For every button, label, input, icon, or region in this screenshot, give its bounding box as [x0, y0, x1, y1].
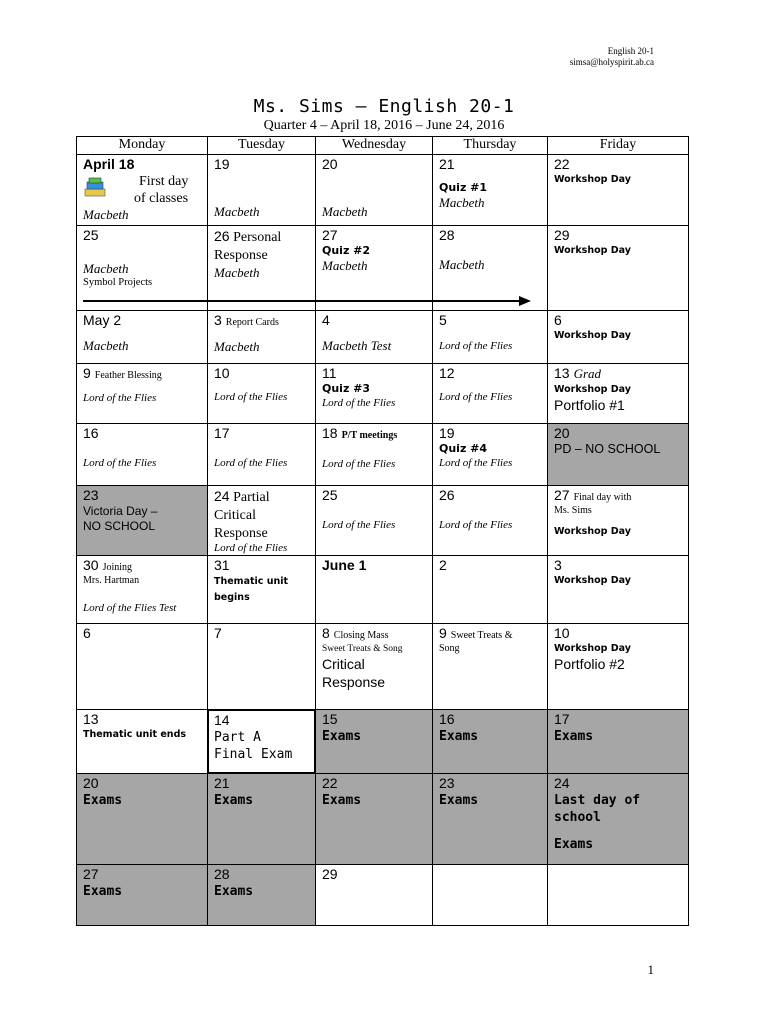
- date-label: 6: [554, 312, 562, 328]
- lesson-text: Macbeth: [83, 338, 129, 353]
- date-label: 27: [554, 487, 570, 503]
- date-label: 29: [554, 227, 570, 243]
- day-cell: [208, 624, 316, 710]
- weekday-header: Tuesday: [208, 137, 316, 155]
- lesson-text: Macbeth: [214, 265, 260, 280]
- exams-label: Exams: [83, 884, 123, 899]
- day-cell-no-school: [548, 424, 689, 486]
- lesson-text: Lord of the Flies: [83, 457, 157, 469]
- day-cell: [316, 556, 433, 624]
- date-label: May 2: [83, 312, 122, 328]
- date-label: 26: [214, 228, 230, 244]
- lesson-text: Lord of the Flies: [322, 397, 396, 409]
- date-label: 6: [83, 625, 91, 641]
- lesson-text: Lord of the Flies: [214, 391, 288, 403]
- date-label: 30: [83, 557, 99, 573]
- date-label: 4: [322, 312, 330, 328]
- date-label: 17: [554, 711, 570, 727]
- quiz-label: Quiz #1: [439, 181, 488, 194]
- exams-label: Exams: [83, 793, 123, 808]
- week-row: [77, 155, 689, 226]
- test-label: Lord of the Flies Test: [83, 602, 177, 614]
- date-label: 20: [83, 775, 99, 791]
- exams-label: Exams: [554, 729, 594, 744]
- date-label: 9: [83, 365, 91, 381]
- event-note: Joining: [102, 562, 133, 573]
- day-cell-no-school: [77, 486, 208, 556]
- day-cell: [77, 311, 208, 364]
- date-label: 15: [322, 711, 338, 727]
- final-exam-label: Final Exam: [214, 747, 293, 762]
- assignment-title: Response: [214, 526, 268, 541]
- week-row: [77, 486, 689, 556]
- day-cell: [77, 226, 208, 311]
- date-label: 24: [554, 775, 570, 791]
- event-note: Sweet Treats &: [450, 630, 513, 641]
- weekday-header: Thursday: [433, 137, 548, 155]
- day-cell: [548, 226, 689, 311]
- quiz-label: Quiz #2: [322, 244, 371, 257]
- day-cell-empty: [548, 865, 689, 926]
- holiday-note: Victoria Day –: [83, 504, 158, 518]
- report-card-note: Report Cards: [225, 317, 279, 328]
- day-cell: [433, 364, 548, 424]
- assignment-title: Critical: [214, 508, 256, 523]
- date-label: 22: [322, 775, 338, 791]
- lesson-text: Macbeth: [322, 258, 368, 273]
- date-label: 25: [83, 227, 99, 243]
- date-label: 10: [554, 625, 570, 641]
- book-icon: [83, 176, 107, 200]
- weekday-header: Monday: [77, 137, 208, 155]
- day-cell: [316, 486, 433, 556]
- first-day-note: First day: [139, 174, 189, 189]
- date-label: 7: [214, 625, 222, 641]
- date-label: 21: [214, 775, 230, 791]
- day-cell: [433, 155, 548, 226]
- date-label: 13: [554, 365, 570, 381]
- exams-label: Exams: [214, 884, 254, 899]
- date-label: 2: [439, 557, 447, 573]
- lesson-text: Lord of the Flies: [214, 542, 288, 554]
- teacher-email: simsa@holyspirit.ab.ca: [569, 57, 654, 67]
- day-cell: [208, 364, 316, 424]
- quiz-label: Quiz #4: [439, 442, 488, 455]
- day-cell: [316, 311, 433, 364]
- lesson-text: Lord of the Flies: [439, 340, 513, 352]
- date-label: 23: [83, 487, 99, 503]
- date-label: 27: [83, 866, 99, 882]
- first-day-note: of classes: [134, 191, 189, 206]
- event-note: Ms. Sims: [554, 505, 592, 516]
- date-label: 22: [554, 156, 570, 172]
- day-cell-exams: [433, 710, 548, 774]
- lesson-text: Macbeth: [83, 261, 129, 276]
- day-cell-exams: [77, 774, 208, 865]
- date-label: 11: [322, 365, 337, 381]
- date-label: 12: [439, 365, 455, 381]
- day-cell-exams: [316, 710, 433, 774]
- week-row: [77, 556, 689, 624]
- page-title: Ms. Sims – English 20-1: [253, 96, 515, 117]
- date-label: June 1: [322, 557, 367, 573]
- date-label: 9: [439, 625, 447, 641]
- day-cell: [77, 624, 208, 710]
- lesson-text: Macbeth: [322, 204, 368, 219]
- day-cell-exams: [208, 865, 316, 926]
- workshop-label: Workshop Day: [554, 384, 631, 395]
- grad-note: Grad: [573, 366, 602, 381]
- day-cell: [548, 155, 689, 226]
- day-cell: [433, 486, 548, 556]
- date-label: 8: [322, 625, 330, 641]
- week-row: [77, 710, 689, 774]
- event-note: Sweet Treats & Song: [322, 644, 403, 654]
- no-school-note: PD – NO SCHOOL: [554, 442, 661, 456]
- header-info: [570, 46, 654, 68]
- day-cell: [548, 624, 689, 710]
- quiz-label: Quiz #3: [322, 382, 371, 395]
- day-cell: [316, 226, 433, 311]
- day-cell: [316, 364, 433, 424]
- lesson-text: Macbeth: [214, 339, 260, 354]
- day-cell-exams: [548, 710, 689, 774]
- lesson-text: Lord of the Flies: [214, 457, 288, 469]
- date-label: 27: [322, 227, 338, 243]
- day-cell-exams: [433, 774, 548, 865]
- date-label: 20: [554, 425, 570, 441]
- date-label: 10: [214, 365, 230, 381]
- holiday-note: NO SCHOOL: [83, 519, 156, 533]
- event-note: Feather Blessing: [94, 370, 162, 381]
- week-row: [77, 865, 689, 926]
- day-cell-exams: [316, 774, 433, 865]
- workshop-label: Workshop Day: [554, 526, 631, 537]
- lesson-text: Macbeth: [83, 207, 129, 222]
- date-label: 20: [322, 156, 338, 172]
- day-cell: [208, 556, 316, 624]
- day-cell: [208, 155, 316, 226]
- exams-label: Exams: [322, 729, 362, 744]
- lesson-text: Lord of the Flies: [83, 392, 157, 404]
- exams-label: Exams: [554, 837, 594, 852]
- day-cell: [208, 226, 316, 311]
- lesson-text: Lord of the Flies: [322, 458, 396, 470]
- day-cell: [77, 155, 208, 226]
- workshop-label: Workshop Day: [554, 174, 631, 185]
- weekday-header-row: [77, 137, 689, 155]
- exams-label: Exams: [214, 793, 254, 808]
- day-cell: [208, 424, 316, 486]
- day-cell: [316, 865, 433, 926]
- day-cell: [548, 486, 689, 556]
- day-cell: [316, 155, 433, 226]
- date-label: 26: [439, 487, 455, 503]
- event-note: Closing Mass: [333, 630, 389, 641]
- date-label: 17: [214, 425, 230, 441]
- day-cell: [548, 364, 689, 424]
- date-label: 19: [214, 156, 230, 172]
- day-cell-exams: [77, 865, 208, 926]
- last-day-label: school: [554, 810, 601, 825]
- day-cell: [548, 311, 689, 364]
- workshop-label: Workshop Day: [554, 330, 631, 341]
- project-note: Symbol Projects: [83, 277, 153, 288]
- day-cell-exams: [548, 774, 689, 865]
- week-row: [77, 364, 689, 424]
- week-row: [77, 424, 689, 486]
- day-cell: [316, 424, 433, 486]
- lesson-text: Lord of the Flies: [322, 519, 396, 531]
- day-cell: [208, 311, 316, 364]
- date-label: April 18: [83, 156, 135, 172]
- date-label: 21: [439, 156, 455, 172]
- event-note: Song: [439, 643, 460, 654]
- day-cell: [433, 424, 548, 486]
- day-cell: [548, 556, 689, 624]
- lesson-text: Macbeth: [439, 257, 485, 272]
- date-label: 16: [83, 425, 99, 441]
- date-label: 23: [439, 775, 455, 791]
- unit-note: Thematic unit ends: [83, 729, 187, 740]
- unit-note: Thematic unit: [214, 576, 289, 587]
- lesson-text: Macbeth: [214, 204, 260, 219]
- day-cell: [433, 556, 548, 624]
- date-label: 24: [214, 488, 230, 504]
- page-number: 1: [647, 962, 654, 977]
- date-label: 19: [439, 425, 455, 441]
- page-subtitle: Quarter 4 – April 18, 2016 – June 24, 2016: [263, 118, 505, 133]
- calendar-table: [76, 136, 689, 926]
- course-code: English 20-1: [607, 46, 654, 56]
- portfolio-label: Portfolio #2: [554, 656, 625, 672]
- day-cell-final-exam: [208, 710, 316, 774]
- day-cell: [77, 556, 208, 624]
- day-cell: [433, 624, 548, 710]
- week-row: [77, 624, 689, 710]
- event-note: Mrs. Hartman: [83, 575, 140, 586]
- lesson-text: Lord of the Flies: [439, 519, 513, 531]
- date-label: 18: [322, 425, 338, 441]
- date-label: 31: [214, 557, 230, 573]
- date-label: 14: [214, 712, 230, 728]
- day-cell: [433, 226, 548, 311]
- date-label: 28: [214, 866, 230, 882]
- date-label: 5: [439, 312, 447, 328]
- test-label: Macbeth Test: [322, 338, 392, 353]
- workshop-label: Workshop Day: [554, 643, 631, 654]
- portfolio-label: Portfolio #1: [554, 397, 625, 413]
- assignment-title: Response: [322, 674, 386, 690]
- event-note: Final day with: [573, 492, 632, 503]
- event-note: P/T meetings: [341, 430, 398, 441]
- date-label: 29: [322, 866, 338, 882]
- weekday-header: Wednesday: [316, 137, 433, 155]
- day-cell-empty: [433, 865, 548, 926]
- day-cell: [316, 624, 433, 710]
- exam-part-label: Part A: [214, 730, 261, 745]
- day-cell: [433, 311, 548, 364]
- assignment-title: Critical: [322, 656, 365, 672]
- unit-note: begins: [214, 592, 250, 603]
- weekday-header: Friday: [548, 137, 689, 155]
- exams-label: Exams: [439, 793, 479, 808]
- assignment-title: Response: [214, 248, 268, 263]
- week-row: [77, 774, 689, 865]
- exams-label: Exams: [322, 793, 362, 808]
- lesson-text: Macbeth: [439, 195, 485, 210]
- lesson-text: Lord of the Flies: [439, 457, 513, 469]
- day-cell: [208, 486, 316, 556]
- date-label: 3: [214, 312, 222, 328]
- exams-label: Exams: [439, 729, 479, 744]
- lesson-text: Lord of the Flies: [439, 391, 513, 403]
- last-day-label: Last day of: [554, 793, 641, 808]
- date-label: 28: [439, 227, 455, 243]
- date-label: 16: [439, 711, 455, 727]
- day-cell: [77, 424, 208, 486]
- assignment-title: Partial: [233, 490, 270, 505]
- day-cell-exams: [208, 774, 316, 865]
- date-label: 25: [322, 487, 338, 503]
- week-row: [77, 226, 689, 311]
- workshop-label: Workshop Day: [554, 245, 631, 256]
- assignment-title: Personal: [233, 230, 282, 245]
- day-cell: [77, 710, 208, 774]
- date-label: 3: [554, 557, 562, 573]
- workshop-label: Workshop Day: [554, 575, 631, 586]
- date-label: 13: [83, 711, 99, 727]
- day-cell: [77, 364, 208, 424]
- week-row: [77, 311, 689, 364]
